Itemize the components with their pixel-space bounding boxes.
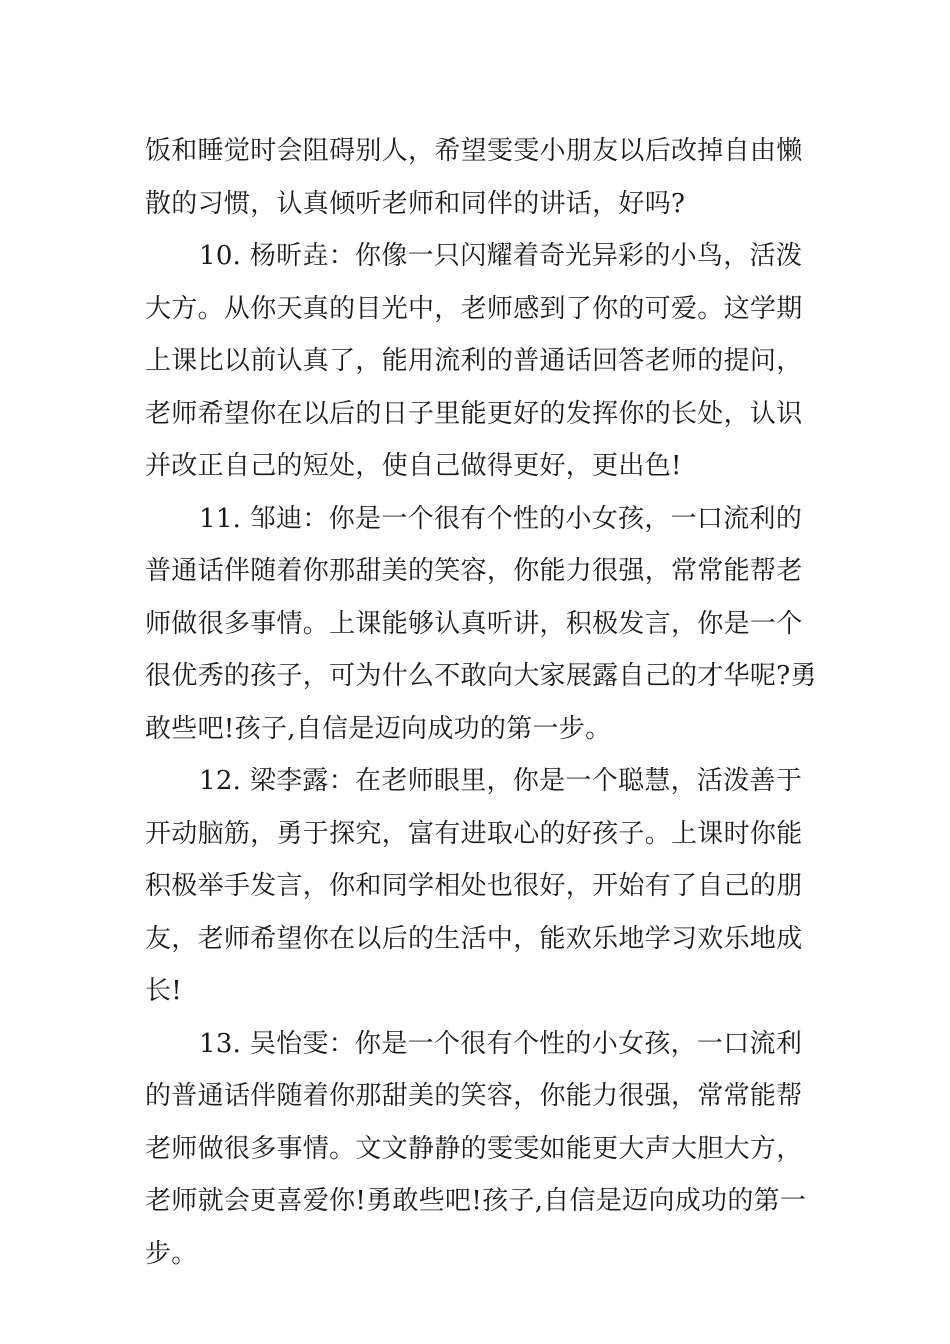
text-line: 的普通话伴随着你那甜美的笑容，你能力很强，常常能帮 [145,1081,803,1111]
text-line: 老师就会更喜爱你!勇敢些吧!孩子,自信是迈向成功的第一 [145,1186,807,1216]
text-line: 开动脑筋，勇于探究，富有进取心的好孩子。上课时你能 [145,818,803,849]
paragraph-start-line: 11. 邹迪：你是一个很有个性的小女孩，一口流利的 [199,503,803,534]
text-line: 饭和睡觉时会阻碍别人，希望雯雯小朋友以后改掉自由懒 [145,136,803,166]
body-text [145,125,817,1280]
text-line: 普通话伴随着你那甜美的笑容，你能力很强，常常能帮老 [145,556,803,586]
text-line: 积极举手发言，你和同学相处也很好，开始有了自己的朋 [145,871,803,901]
text-line: 老师希望你在以后的日子里能更好的发挥你的长处，认识 [145,398,803,429]
text-line: 大方。从你天真的目光中，老师感到了你的可爱。这学期 [145,293,803,324]
text-line: 并改正自己的短处，使自己做得更好，更出色! [145,451,682,481]
text-line: 上课比以前认真了，能用流利的普通话回答老师的提问， [145,346,803,376]
paragraph-start-line: 12. 梁李露：在老师眼里，你是一个聪慧，活泼善于 [199,766,803,796]
text-line: 老师做很多事情。文文静静的雯雯如能更大声大胆大方， [145,1133,803,1164]
text-line: 很优秀的孩子，可为什么不敢向大家展露自己的才华呢?勇 [145,661,817,691]
text-line: 步。 [145,1238,198,1269]
paragraph-start-line: 13. 吴怡雯：你是一个很有个性的小女孩，一口流利 [199,1028,803,1059]
text-line: 长! [145,976,183,1006]
paragraph-start-line: 10. 杨昕垚：你像一只闪耀着奇光异彩的小鸟，活泼 [199,241,803,271]
text-line: 敢些吧!孩子,自信是迈向成功的第一步。 [145,713,612,744]
text-line: 师做很多事情。上课能够认真听讲，积极发言，你是一个 [145,608,803,639]
text-line: 散的习惯，认真倾听老师和同伴的讲话，好吗? [145,188,686,219]
text-line: 友，老师希望你在以后的生活中，能欢乐地学习欢乐地成 [145,923,803,954]
